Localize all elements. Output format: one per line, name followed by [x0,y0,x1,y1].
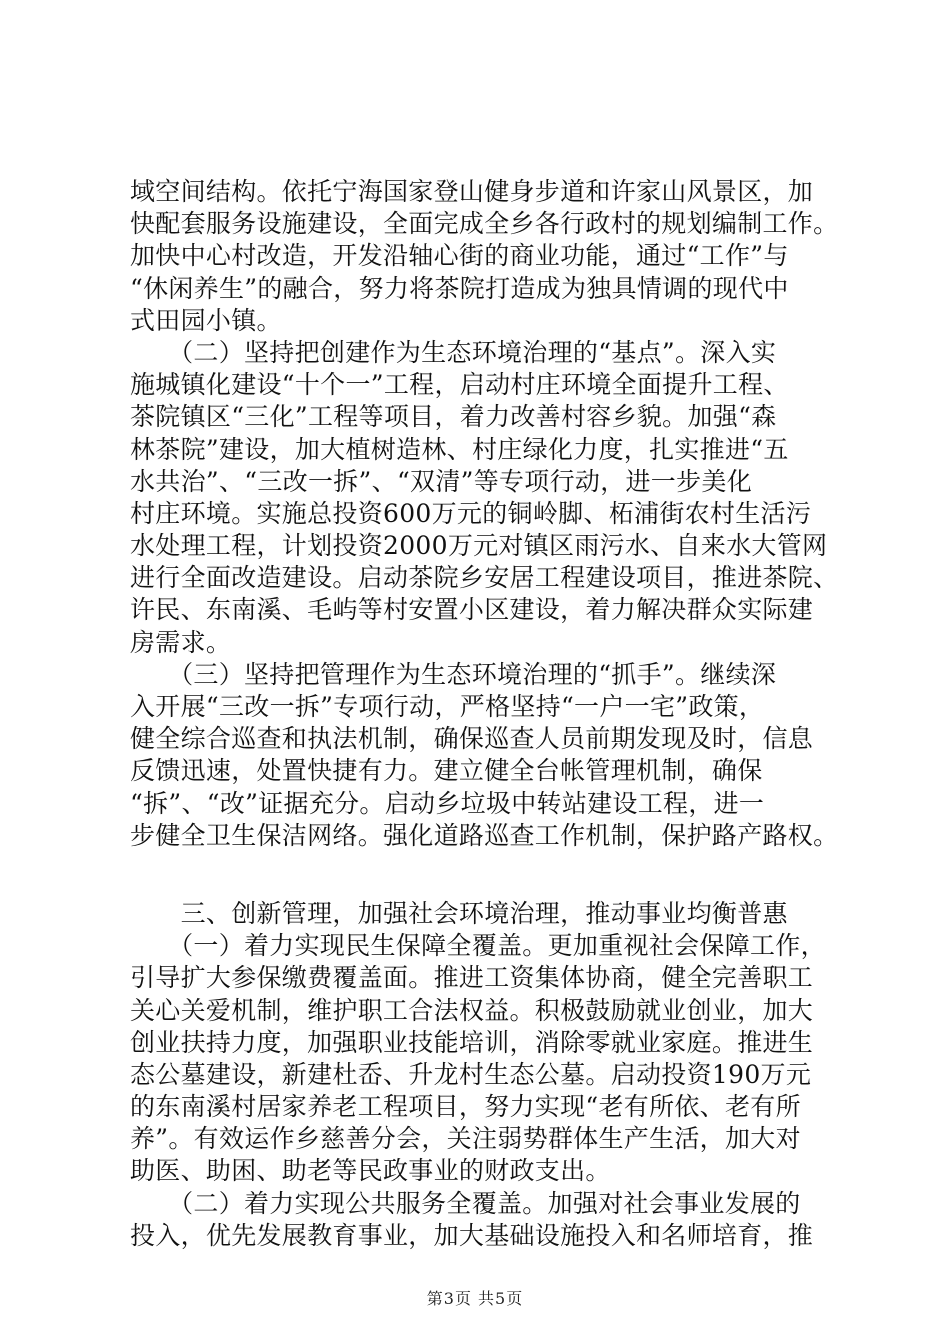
text-line: 水处理工程，计划投资2000万元对镇区雨污水、自来水大管网 [130,531,828,561]
text-line: （二）着力实现公共服务全覆盖。加强对社会事业发展的 [130,1188,801,1218]
text-line: “休闲养生”的融合，努力将茶院打造成为独具情调的现代中 [130,273,789,303]
text-line: 关心关爱机制，维护职工合法权益。积极鼓励就业创业，加大 [130,995,814,1025]
text-line: 引导扩大参保缴费覆盖面。推进工资集体协商，健全完善职工 [130,963,814,993]
text-line: 创业扶持力度，加强职业技能培训，消除零就业家庭。推进生 [130,1027,814,1057]
text-line: “拆”、“改”证据充分。启动乡垃圾中转站建设工程，进一 [130,788,765,818]
paragraph-block-1 [130,176,840,852]
text-line: 养”。有效运作乡慈善分会，关注弱势群体生产生活，加大对 [130,1124,801,1154]
section-spacer [130,852,840,898]
text-line: 进行全面改造建设。启动茶院乡安居工程建设项目，推进茶院、 [130,563,839,593]
text-line: 式田园小镇。 [130,305,282,335]
text-line: 村庄环境。实施总投资600万元的铜岭脚、柘浦街农村生活污 [130,498,812,528]
text-line: 入开展“三改一拆”专项行动，严格坚持“一户一宅”政策， [130,692,765,721]
paragraph-block-2 [130,898,840,1252]
text-line: 林茶院”建设，加大植树造林、村庄绿化力度，扎实推进“五 [130,434,789,464]
text-line: （二）坚持把创建作为生态环境治理的“基点”。深入实 [130,337,777,367]
text-line: 反馈迅速，处置快捷有力。建立健全台帐管理机制，确保 [130,756,763,786]
text-line: 投入，优先发展教育事业，加大基础设施投入和名师培育，推 [130,1220,814,1250]
page-number: 第3页 共5页 [426,1289,524,1308]
text-line: 健全综合巡查和执法机制，确保巡查人员前期发现及时，信息 [130,724,814,754]
section-heading: 三、创新管理，加强社会环境治理，推动事业均衡普惠 [130,898,788,928]
text-line: （三）坚持把管理作为生态环境治理的“抓手”。继续深 [130,659,777,689]
text-line: 水共治”、“三改一拆”、“双清”等专项行动，进一步美化 [130,466,753,496]
text-line: 态公墓建设，新建杜岙、升龙村生态公墓。启动投资190万元 [130,1059,812,1089]
text-line: 施城镇化建设“十个一”工程，启动村庄环境全面提升工程、 [130,370,789,400]
text-line: 的东南溪村居家养老工程项目，努力实现“老有所依、老有所 [130,1092,801,1122]
page-footer [0,1286,950,1309]
text-line: 茶院镇区“三化”工程等项目，着力改善村容乡貌。加强“森 [130,402,777,432]
text-line: 步健全卫生保洁网络。强化道路巡查工作机制，保护路产路权。 [130,820,839,850]
text-line: 快配套服务设施建设，全面完成全乡各行政村的规划编制工作。 [130,209,839,239]
document-body [130,176,840,1252]
text-line: 房需求。 [130,627,232,657]
text-line: （一）着力实现民生保障全覆盖。更加重视社会保障工作， [130,931,826,961]
text-line: 助医、助困、助老等民政事业的财政支出。 [130,1156,611,1186]
text-line: 许民、东南溪、毛屿等村安置小区建设，着力解决群众实际建 [130,595,814,625]
text-line: 加快中心村改造，开发沿轴心街的商业功能，通过“工作”与 [130,241,789,271]
text-line: 域空间结构。依托宁海国家登山健身步道和许家山风景区，加 [130,177,814,206]
